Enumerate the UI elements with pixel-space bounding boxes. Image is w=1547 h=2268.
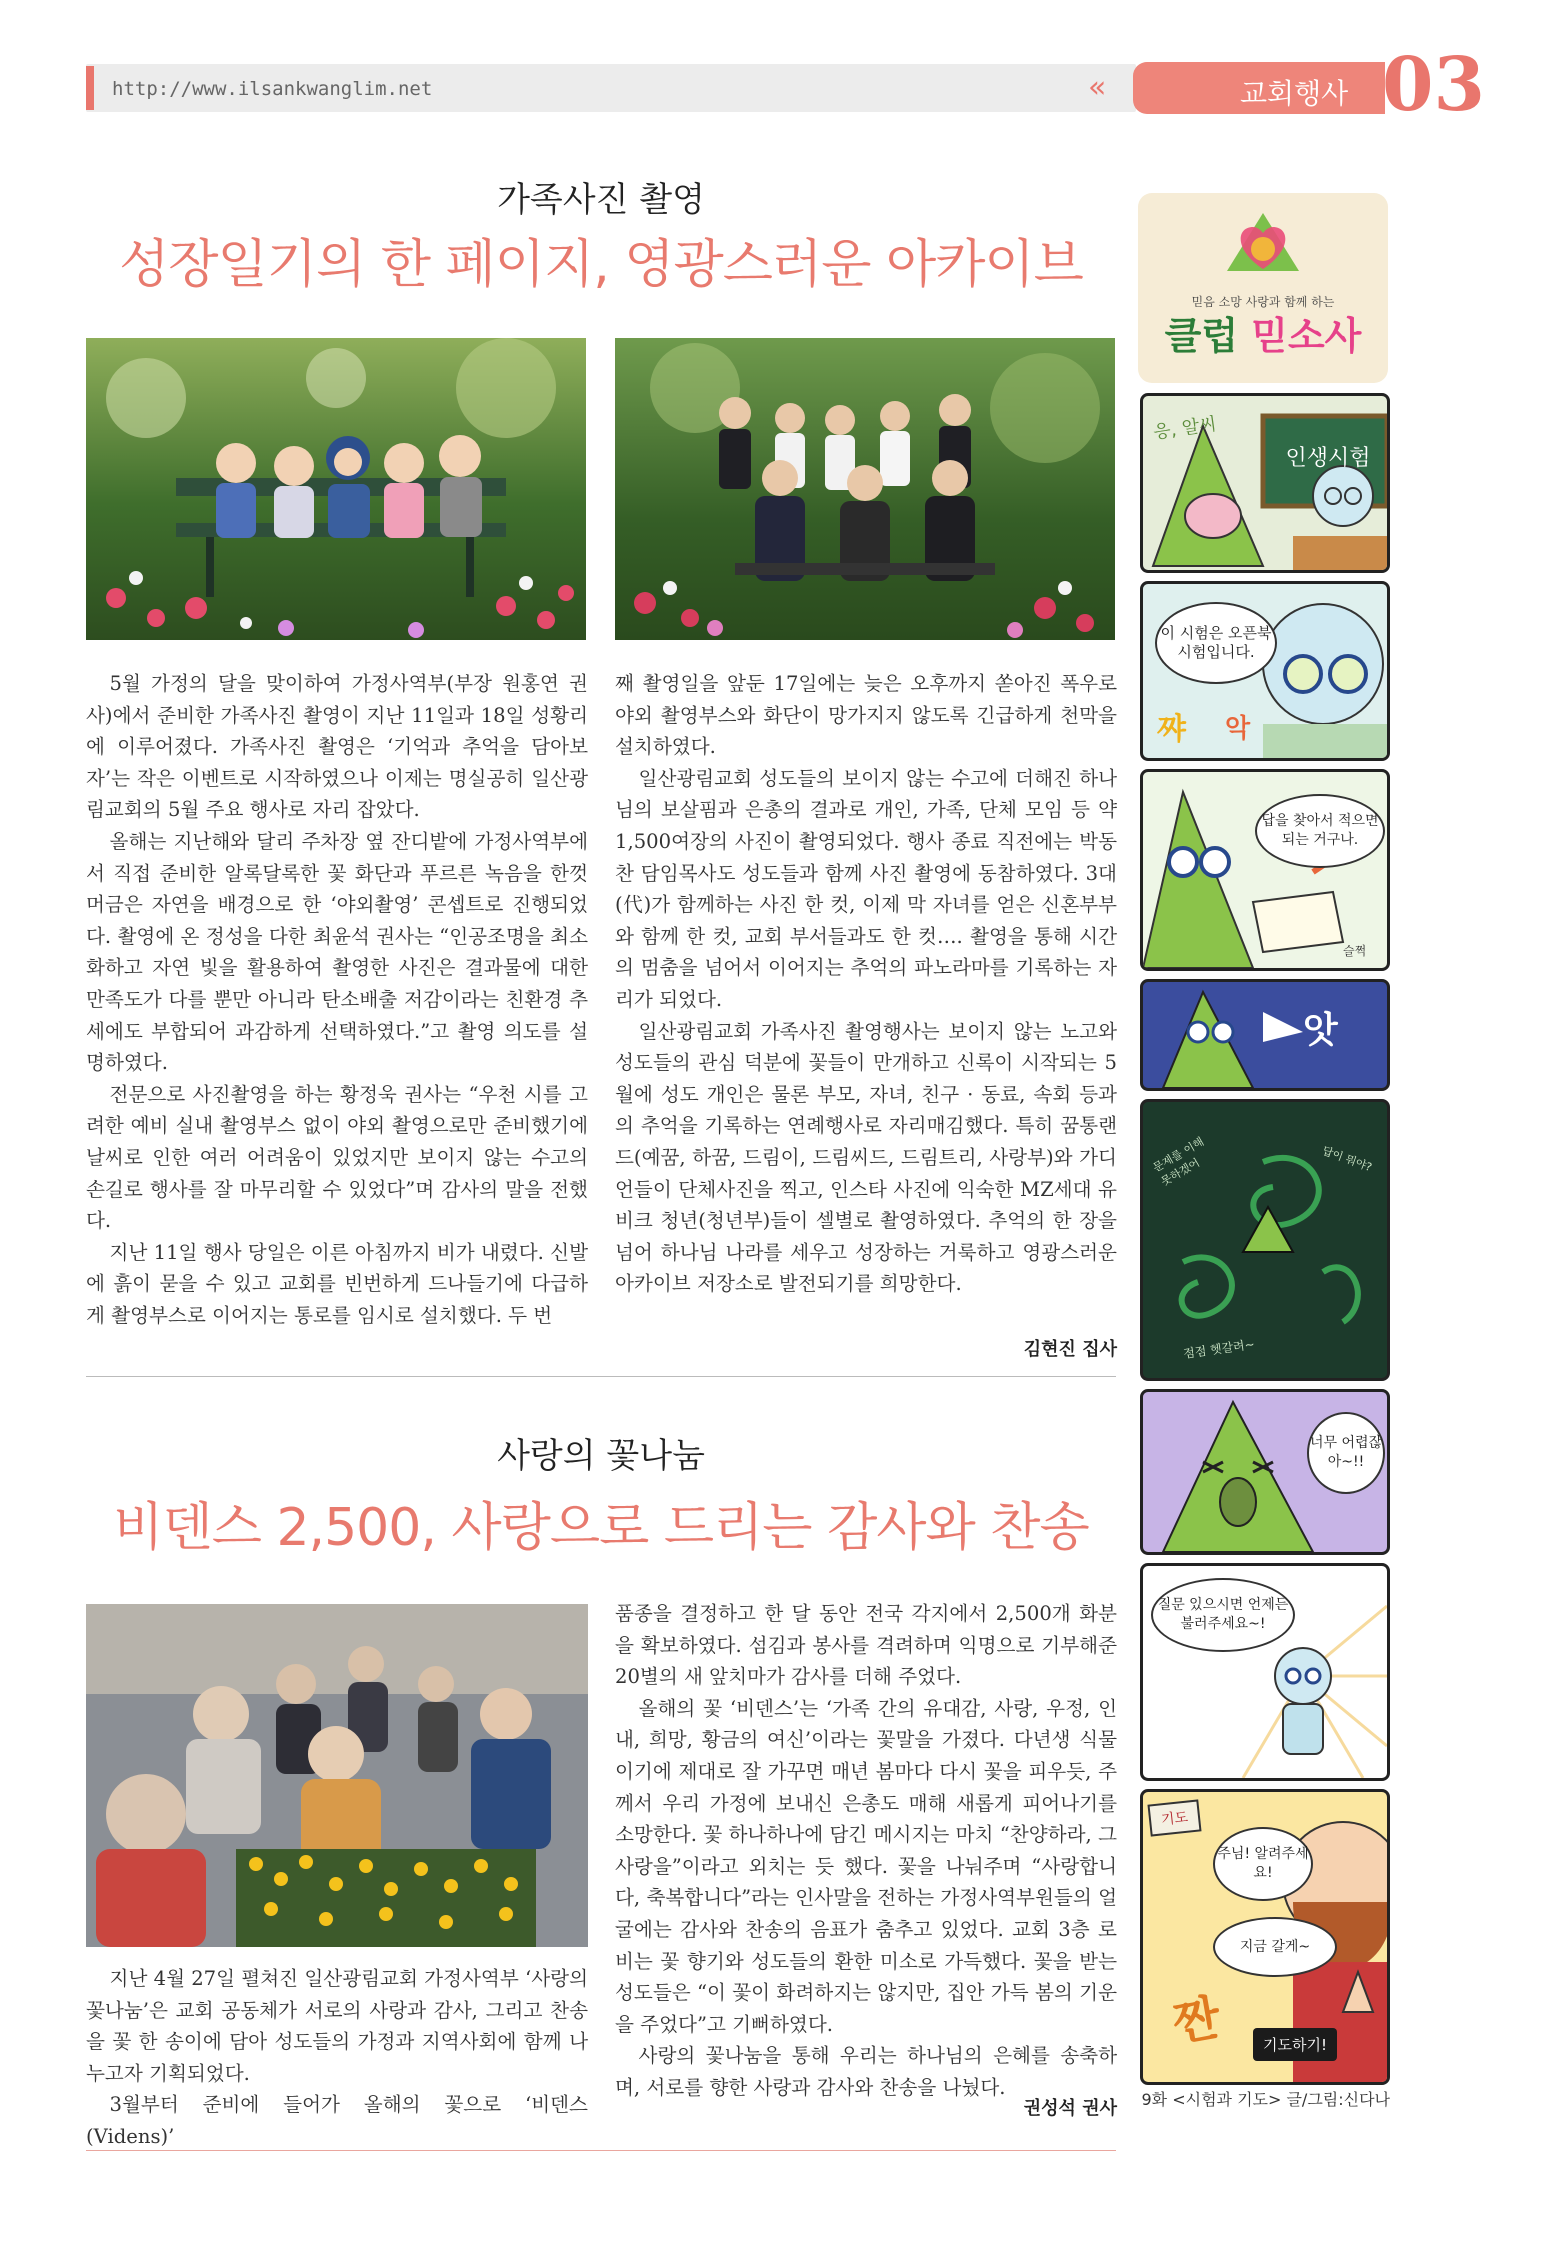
panel2-sfx-1: 쨔 (1157, 712, 1186, 747)
panel4-sfx: 앗 (1303, 1010, 1338, 1051)
panel3-sfx: 슬쩍 (1343, 944, 1367, 958)
paragraph: 올해는 지난해와 달리 주차장 옆 잔디밭에 가정사역부에서 직접 준비한 알록달록한 꽃 화단과 푸르른 녹음을 한껏 머금은 자연을 배경으로 한 ‘야외촬영’ 콘셉트로 진행되었다. 촬영에 온 정성을 다한 최윤석 권사는 “인공조명을 최소화하고 자연 빛을 활용하여 촬영한 사진은 결과물에 대한 만족도가 다를 뿐만 아니라 탄소배출 저감이라는 친환경 추세에도 부합되어 과감하게 선택하였다.”고 촬영 의도를 설명하였다. (86, 829, 588, 1075)
paragraph: 째 촬영일을 앞둔 17일에는 늦은 오후까지 쏟아진 폭우로 야외 촬영부스와 화단이 망가지지 않도록 긴급하게 천막을 설치하였다. (615, 672, 1117, 759)
panel2-speech-bubble: 이 시험은 오픈북 시험입니다. (1155, 602, 1277, 684)
section-divider (86, 1376, 1116, 1377)
paragraph: 사랑의 꽃나눔을 통해 우리는 하나님의 은혜를 송축하며, 서로를 향한 사랑과 감사와 찬송을 나눴다. (615, 2044, 1117, 2099)
article1-headline: 성장일기의 한 페이지, 영광스러운 아카이브 (119, 235, 1083, 295)
article2-column-1 (86, 1963, 588, 2153)
panel2-sfx-2: 악 (1225, 714, 1251, 744)
article2-byline: 권성석 권사 (1023, 2098, 1117, 2119)
comic-caption: 9화 <시험과 기도> 글/그림:신다나 (1141, 2090, 1390, 2109)
panel8-speech-bubble-1: 주님! 알려주세요! (1213, 1827, 1313, 1901)
paragraph: 지난 4월 27일 펼쳐진 일산광림교회 가정사역부 ‘사랑의 꽃나눔’은 교회 공동체가 서로의 사랑과 감사, 그리고 찬송을 꽃 한 송이에 담아 성도들의 가정과 지역사회에 함께 나누고자 기획되었다. (86, 1967, 588, 2085)
photo-family-portrait (615, 338, 1115, 640)
paragraph: 5월 가정의 달을 맞이하여 가정사역부(부장 원홍연 권사)에서 준비한 가족사진 촬영이 지난 11일과 18일 성황리에 이루어졌다. 가족사진 촬영은 ‘기억과 추억을 담아보자’는 작은 이벤트로 시작하였으나 이제는 명실공히 일산광림교회의 5월 주요 행사로 자리 잡았다. (86, 672, 588, 822)
comic-panel-7 (1140, 1563, 1390, 1781)
article1-byline: 김현진 집사 (1023, 1339, 1117, 1360)
comic-logo-box (1138, 193, 1388, 383)
panel7-speech-bubble: 질문 있으시면 언제든 불러주세요~! (1151, 1578, 1295, 1652)
comic-panel-4 (1140, 979, 1390, 1091)
article2-kicker: 사랑의 꽃나눔 (497, 1436, 705, 1476)
comic-panel-3 (1140, 769, 1390, 971)
comic-panel-6 (1140, 1389, 1390, 1555)
comic-panel-8 (1140, 1789, 1390, 2085)
comic-panel-2 (1140, 581, 1390, 761)
panel3-speech-bubble: 답을 찾아서 적으면 되는 거구나. (1255, 794, 1385, 868)
panel6-speech-bubble: 너무 어렵잖아~!! (1307, 1412, 1385, 1494)
article1-kicker: 가족사진 촬영 (497, 180, 705, 220)
panel5-text-2: 답이 뭐야? (1320, 1144, 1374, 1175)
paragraph: 3월부터 준비에 들어가 올해의 꽃으로 ‘비덴스(Videns)’ (86, 2093, 588, 2148)
site-url[interactable]: http://www.ilsankwanglim.net (112, 78, 433, 100)
logo-tagline: 믿음 소망 사랑과 함께 하는 (1191, 295, 1335, 309)
logo-heart-triangle-icon (1223, 209, 1303, 277)
chevron-left-icon: « (1088, 70, 1101, 105)
photo-flower-sharing (86, 1604, 588, 1947)
logo-title (1138, 313, 1388, 359)
panel5-text-1: 문제를 이해 못하겠어 (1150, 1135, 1207, 1189)
paragraph: 전문으로 사진촬영을 하는 황정욱 권사는 “우천 시를 고려한 예비 실내 촬영부스 없이 야외 촬영으로만 준비했기에 날씨로 인한 여러 어려움이 있었지만 보이지 않는 수고의 손길로 행사를 잘 마무리할 수 있었다”며 감사의 말을 전했다. (86, 1082, 588, 1233)
article2-headline: 비덴스 2,500, 사랑으로 드리는 감사와 찬송 (113, 1498, 1089, 1558)
comic-panel-1 (1140, 393, 1390, 573)
panel8-sign: 기도 (1147, 1799, 1201, 1836)
paragraph: 품종을 결정하고 한 달 동안 전국 각지에서 2,500개 화분을 확보하였다. 섬김과 봉사를 격려하며 익명으로 기부해준 20별의 새 앞치마가 감사를 더해 주었다. (615, 1602, 1117, 1689)
panel1-sign: 응, 알씨 (1152, 413, 1218, 444)
logo-title-part1: 클럽 (1164, 314, 1239, 358)
paragraph: 일산광림교회 성도들의 보이지 않는 수고에 더해진 하나님의 보살핌과 은총의 결과로 개인, 가족, 단체 모임 등 약 1,500여장의 사진이 촬영되었다. 행사 종료 직전에는 박동찬 담임목사도 성도들과 함께 사진 촬영에 동참하였다. 3대(代)가 함께하는 사진 한 컷, 이제 막 자녀를 얻은 신혼부부와 함께 한 컷, 교회 부서들과도 한 컷…. 촬영을 통해 시간의 멈춤을 넘어서 이어지는 추억의 파노라마를 기록하는 자리가 되었다. (615, 766, 1117, 1011)
paragraph: 일산광림교회 가족사진 촬영행사는 보이지 않는 노고와 성도들의 관심 덕분에 꽃들이 만개하고 신록이 시작되는 5월에 성도 개인은 물론 부모, 자녀, 친구 · 동료, 속회 등과의 추억을 기록하는 연례행사로 자리매김했다. 특히 꿈통랜드(예꿈, 하꿈, 드림이, 드림씨드, 드림트리, 사랑부)와 가디언들이 단체사진을 찍고, 인스타 사진에 익숙한 MZ세대 유비크 청년(청년부)들이 셀별로 촬영하였다. 추억의 한 장을 넘어 하나님 나라를 세우고 성장하는 거룩하고 영광스러운 아카이브 저장소로 발전되기를 희망한다. (615, 1019, 1117, 1296)
logo-title-part2: 믿소사 (1251, 314, 1362, 358)
article2-column-2 (615, 1598, 1117, 2104)
paragraph: 지난 11일 행사 당일은 이른 아침까지 비가 내렸다. 신발에 흙이 묻을 수 있고 교회를 빈번하게 드나들기에 다급하게 촬영부스로 이어지는 통로를 임시로 설치했다. 두 번 (86, 1240, 588, 1327)
article1-column-1 (86, 668, 588, 1331)
paragraph: 올해의 꽃 ‘비덴스’는 ‘가족 간의 유대감, 사랑, 우정, 인내, 희망, 황금의 여신’이라는 꽃말을 가졌다. 다년생 식물이기에 제대로 잘 가꾸면 매년 봄마다 다시 꽃을 피우듯, 주께서 우리 가정에 보내신 은총도 매해 새롭게 피어나기를 소망한다. 꽃 하나하나에 담긴 메시지는 마치 “찬양하라, 그 사랑을”이라고 외치는 듯 했다. 꽃을 나눠주며 “사랑합니다, 축복합니다”라는 인사말을 전하는 가정사역부원들의 얼굴에는 감사와 찬송의 음표가 춤추고 있었다. 교회 3층 로비는 꽃 향기와 성도들의 환한 미소로 가득했다. 꽃을 받는 성도들은 “이 꽃이 화려하지는 않지만, 집안 가득 봄의 기운을 주었다”고 기뻐하였다. (615, 1696, 1117, 2036)
comic-panel-5 (1140, 1099, 1390, 1381)
pray-button[interactable]: 기도하기! (1253, 2028, 1337, 2061)
panel1-board-text: 인생시험 (1285, 446, 1371, 471)
header-accent (86, 66, 94, 110)
photo-children-on-bench (86, 338, 586, 640)
page-number: 03 (1382, 42, 1485, 128)
panel8-speech-bubble-2: 지금 갈게~ (1213, 1917, 1337, 1977)
section-label: 교회행사 (1240, 77, 1349, 110)
panel8-sfx: 짠 (1169, 1989, 1225, 2053)
panel5-text-3: 점점 헷갈려~ (1182, 1337, 1256, 1361)
footer-divider (86, 2150, 1116, 2151)
article1-column-2 (615, 668, 1117, 1300)
